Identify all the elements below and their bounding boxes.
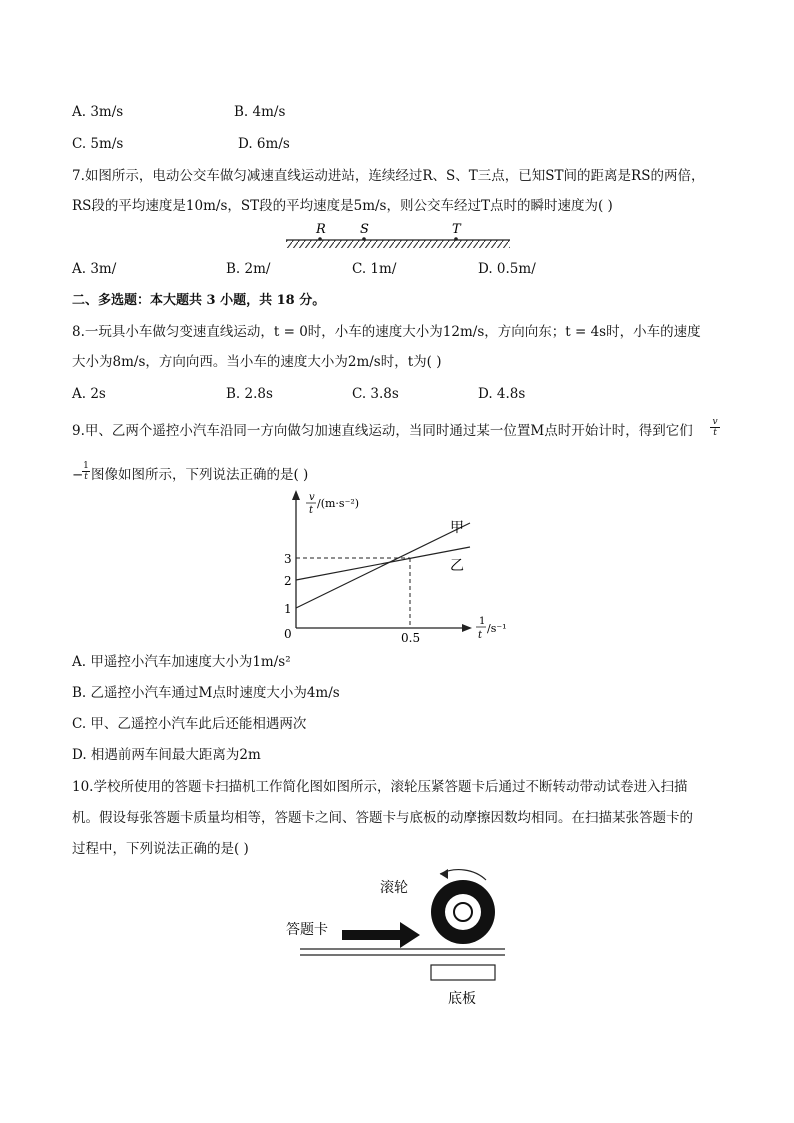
point-t <box>454 237 458 241</box>
q6-option-b: B. 4m/s <box>234 104 286 120</box>
y-axis-arrow <box>292 490 300 500</box>
q9-option-a: A. 甲遥控小汽车加速度大小为1m/s² <box>72 654 291 670</box>
q9-stem-line1: 9.甲、乙两个遥控小汽车沿同一方向做匀加速直线运动，当同时通过某一位置M点时开始计时，得到它们 <box>72 423 693 439</box>
x-axis-arrow <box>462 624 472 632</box>
line-yi <box>296 547 470 580</box>
xlabel-num: 1 <box>479 616 486 627</box>
q6-option-a: A. 3m/s <box>72 104 124 120</box>
point-r <box>318 237 322 241</box>
tick-y2: 2 <box>284 574 292 588</box>
card-arrow-head <box>400 922 420 948</box>
q9-option-d: D. 相遇前两车间最大距离为2m <box>72 747 261 763</box>
q8-option-b: B. 2.8s <box>226 386 273 402</box>
card-label: 答题卡 <box>286 922 328 938</box>
tick-x05: 0.5 <box>401 631 421 645</box>
ylabel-num: v <box>309 492 315 503</box>
q6-option-c: C. 5m/s <box>72 136 124 152</box>
q10-stem-line1: 10.学校所使用的答题卡扫描机工作简化图如图所示，滚轮压紧答题卡后通过不断转动带动试卷进入扫描 <box>72 779 688 795</box>
q8-option-a: A. 2s <box>72 386 106 402</box>
tick-y1: 1 <box>284 602 292 616</box>
label-t: T <box>452 222 461 237</box>
base-label: 底板 <box>448 991 476 1007</box>
ylabel-unit: /(m·s⁻²) <box>317 497 360 510</box>
q8-stem-line1: 8.一玩具小车做匀变速直线运动，t = 0时，小车的速度大小为12m/s，方向向东；t = 4s时，小车的速度 <box>72 324 701 340</box>
q8-option-d: D. 4.8s <box>478 386 526 402</box>
road-hatching <box>286 240 510 248</box>
q9-graph <box>270 486 530 650</box>
section-header-multiple-choice: 二、多选题：本大题共 3 小题，共 18 分。 <box>72 293 326 308</box>
rotation-arrow-head <box>440 869 448 879</box>
q8-stem-line2: 大小为8m/s，方向向西。当小车的速度大小为2m/s时，t为( ) <box>72 354 442 370</box>
roller-label: 滚轮 <box>380 880 408 896</box>
q7-option-c: C. 1m/ <box>352 261 397 277</box>
series-label-yi: 乙 <box>450 558 464 574</box>
origin-label: 0 <box>284 627 292 641</box>
q9-option-c: C. 甲、乙遥控小汽车此后还能相遇两次 <box>72 716 307 732</box>
q7-option-b: B. 2m/ <box>226 261 271 277</box>
tick-y3: 3 <box>284 552 292 566</box>
base-plate <box>431 965 495 980</box>
q9-stem-line2: 图像如图所示，下列说法正确的是( ) <box>91 467 309 483</box>
xlabel-den: t <box>478 630 483 641</box>
q6-option-d: D. 6m/s <box>238 136 290 152</box>
q7-option-d: D. 0.5m/ <box>478 261 536 277</box>
q10-scanner-figure <box>280 858 520 1013</box>
label-s: S <box>360 222 369 237</box>
q10-stem-line3: 过程中，下列说法正确的是( ) <box>72 841 249 857</box>
point-s <box>362 237 366 241</box>
q7-stem-line1: 7.如图所示，电动公交车做匀减速直线运动进站，连续经过R、S、T三点，已知ST间的距离是RS的两倍， <box>72 168 705 184</box>
q9-fraction-1-over-t: 1 t <box>83 461 89 482</box>
q7-option-a: A. 3m/ <box>72 261 117 277</box>
q9-option-b: B. 乙遥控小汽车通过M点时速度大小为4m/s <box>72 685 340 701</box>
q9-fraction-v-over-t: v t <box>710 417 720 438</box>
line-jia <box>296 523 470 608</box>
q10-stem-line2: 机。假设每张答题卡质量均相等，答题卡之间、答题卡与底板的动摩擦因数均相同。在扫描某张答题卡的 <box>72 810 693 826</box>
q9-minus-sign: − <box>72 467 84 483</box>
q7-stem-line2: RS段的平均速度是10m/s，ST段的平均速度是5m/s，则公交车经过T点时的瞬时速度为( ) <box>72 198 613 214</box>
card-arrow-shaft <box>342 930 402 940</box>
q7-road-figure <box>280 218 520 254</box>
series-label-jia: 甲 <box>450 520 464 536</box>
ylabel-den: t <box>309 505 314 516</box>
label-r: R <box>316 222 326 237</box>
xlabel-unit: /s⁻¹ <box>487 622 507 635</box>
q8-option-c: C. 3.8s <box>352 386 399 402</box>
